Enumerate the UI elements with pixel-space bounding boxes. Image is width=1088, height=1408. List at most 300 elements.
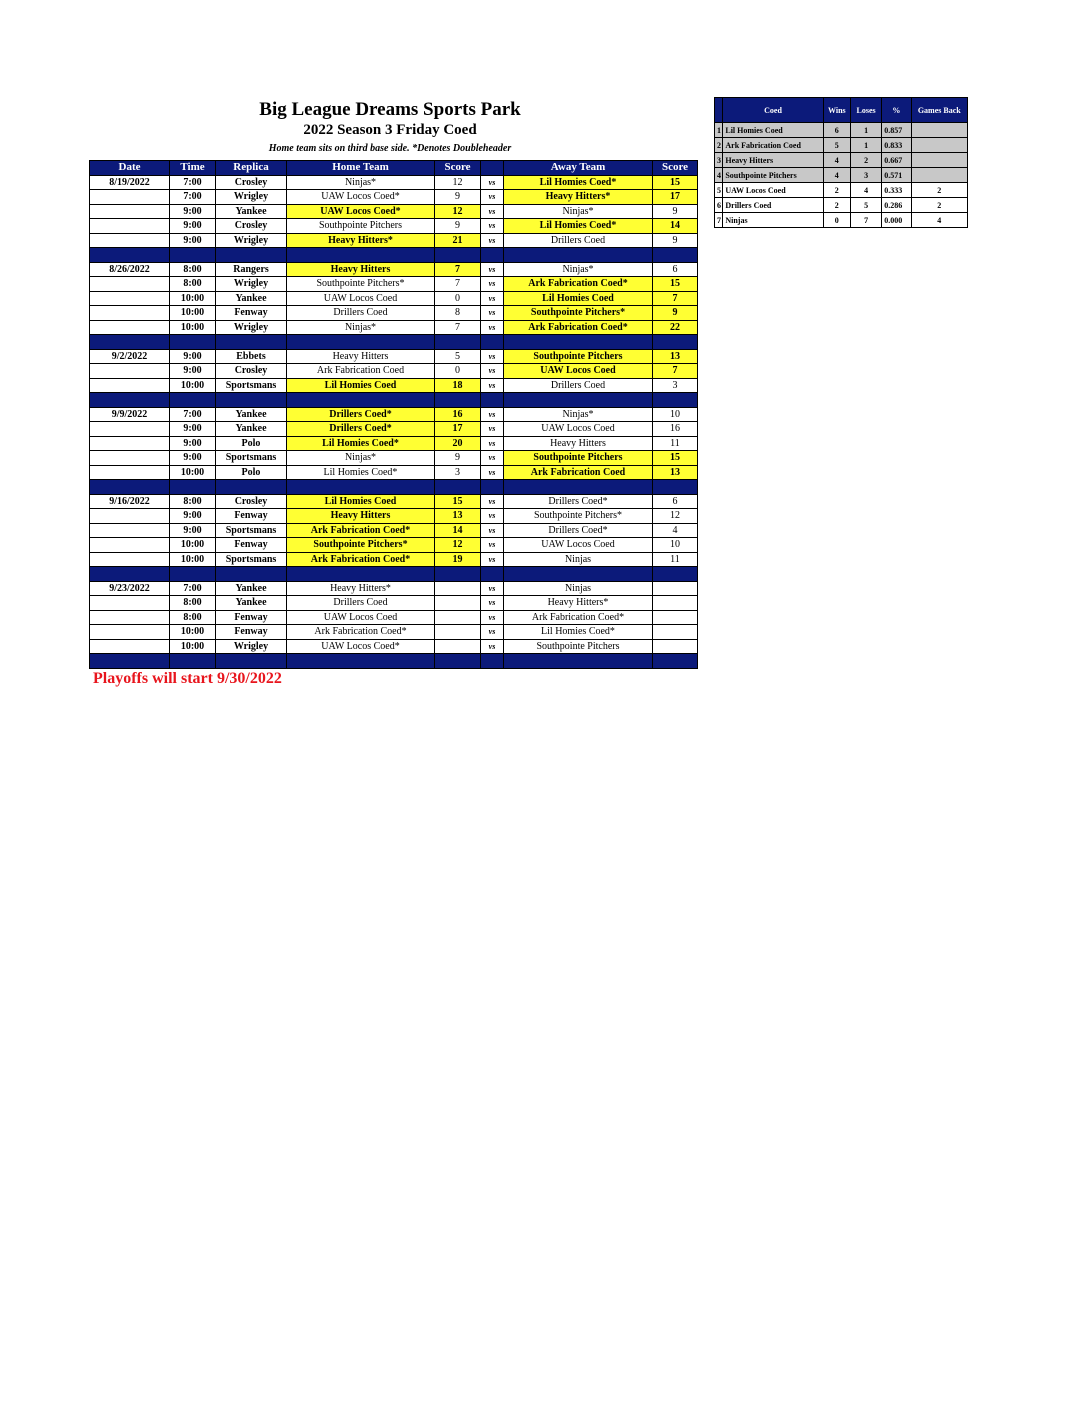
home-team: Ninjas* bbox=[287, 175, 435, 190]
home-team: Southpointe Pitchers* bbox=[287, 277, 435, 292]
page-title: Big League Dreams Sports Park bbox=[259, 99, 521, 120]
home-team: UAW Locos Coed* bbox=[287, 204, 435, 219]
standings-header-team: Coed bbox=[723, 98, 823, 123]
game-time: 8:00 bbox=[170, 596, 216, 611]
separator-cell bbox=[481, 567, 504, 582]
home-team: Lil Homies Coed bbox=[287, 494, 435, 509]
game-field: Wrigley bbox=[216, 190, 287, 205]
home-team: UAW Locos Coed bbox=[287, 610, 435, 625]
away-score: 6 bbox=[653, 262, 698, 277]
separator-cell bbox=[435, 567, 481, 582]
week-separator bbox=[90, 393, 698, 408]
away-team: Ark Fabrication Coed bbox=[504, 465, 653, 480]
separator-cell bbox=[653, 567, 698, 582]
table-row bbox=[90, 175, 698, 190]
home-team: Ark Fabrication Coed bbox=[287, 364, 435, 379]
game-time: 10:00 bbox=[170, 465, 216, 480]
game-time: 10:00 bbox=[170, 625, 216, 640]
away-team: Ark Fabrication Coed* bbox=[504, 320, 653, 335]
game-time: 10:00 bbox=[170, 552, 216, 567]
game-field: Yankee bbox=[216, 291, 287, 306]
home-score: 8 bbox=[435, 306, 481, 321]
separator-cell bbox=[287, 393, 435, 408]
standings-pct: 0.667 bbox=[882, 153, 911, 168]
away-score: 12 bbox=[653, 509, 698, 524]
game-date bbox=[90, 509, 170, 524]
standings-row bbox=[715, 168, 968, 183]
standings-row bbox=[715, 198, 968, 213]
standings-loses: 4 bbox=[850, 183, 881, 198]
game-time: 9:00 bbox=[170, 523, 216, 538]
separator-cell bbox=[170, 480, 216, 495]
table-row bbox=[90, 378, 698, 393]
game-field: Sportsmans bbox=[216, 552, 287, 567]
vs-label: vs bbox=[481, 581, 504, 596]
home-team: Ark Fabrication Coed* bbox=[287, 523, 435, 538]
vs-label: vs bbox=[481, 422, 504, 437]
table-row bbox=[90, 277, 698, 292]
table-row bbox=[90, 610, 698, 625]
vs-label: vs bbox=[481, 291, 504, 306]
game-date bbox=[90, 552, 170, 567]
vs-label: vs bbox=[481, 552, 504, 567]
away-score: 10 bbox=[653, 407, 698, 422]
away-team: UAW Locos Coed bbox=[504, 538, 653, 553]
game-date bbox=[90, 378, 170, 393]
separator-cell bbox=[435, 480, 481, 495]
separator-cell bbox=[435, 393, 481, 408]
standings-pct: 0.571 bbox=[882, 168, 911, 183]
home-team: Ark Fabrication Coed* bbox=[287, 625, 435, 640]
home-team: Heavy Hitters bbox=[287, 262, 435, 277]
separator-cell bbox=[504, 393, 653, 408]
home-score: 0 bbox=[435, 364, 481, 379]
game-time: 7:00 bbox=[170, 175, 216, 190]
game-field: Crosley bbox=[216, 219, 287, 234]
away-score: 9 bbox=[653, 204, 698, 219]
standings-wins: 2 bbox=[823, 183, 850, 198]
game-time: 8:00 bbox=[170, 262, 216, 277]
table-row bbox=[90, 625, 698, 640]
vs-label: vs bbox=[481, 625, 504, 640]
separator-cell bbox=[170, 248, 216, 263]
game-date bbox=[90, 233, 170, 248]
separator-cell bbox=[481, 654, 504, 669]
standings-wins: 4 bbox=[823, 168, 850, 183]
table-row bbox=[90, 219, 698, 234]
separator-cell bbox=[481, 393, 504, 408]
game-field: Yankee bbox=[216, 407, 287, 422]
home-score: 7 bbox=[435, 277, 481, 292]
away-score: 6 bbox=[653, 494, 698, 509]
away-score: 15 bbox=[653, 451, 698, 466]
vs-label: vs bbox=[481, 219, 504, 234]
game-time: 9:00 bbox=[170, 451, 216, 466]
home-score: 19 bbox=[435, 552, 481, 567]
table-row bbox=[90, 465, 698, 480]
schedule-header-row bbox=[90, 161, 698, 176]
standings-loses: 1 bbox=[850, 123, 881, 138]
col-header-time: Time bbox=[170, 161, 216, 176]
standings-wins: 5 bbox=[823, 138, 850, 153]
standings-team: Southpointe Pitchers bbox=[723, 168, 823, 183]
schedule-body bbox=[90, 175, 698, 668]
game-date: 9/2/2022 bbox=[90, 349, 170, 364]
game-field: Fenway bbox=[216, 610, 287, 625]
schedule-note: Home team sits on third base side. *Denotes Doubleheader bbox=[268, 143, 512, 154]
game-time: 10:00 bbox=[170, 291, 216, 306]
game-date bbox=[90, 523, 170, 538]
away-score: 11 bbox=[653, 552, 698, 567]
home-team: Drillers Coed* bbox=[287, 407, 435, 422]
col-header-vs bbox=[481, 161, 504, 176]
game-field: Polo bbox=[216, 436, 287, 451]
table-row bbox=[90, 538, 698, 553]
game-time: 10:00 bbox=[170, 306, 216, 321]
home-score: 18 bbox=[435, 378, 481, 393]
col-header-away-team: Away Team bbox=[504, 161, 653, 176]
game-field: Yankee bbox=[216, 596, 287, 611]
separator-cell bbox=[504, 335, 653, 350]
standings-games-back bbox=[911, 123, 967, 138]
vs-label: vs bbox=[481, 320, 504, 335]
away-score bbox=[653, 596, 698, 611]
home-score: 5 bbox=[435, 349, 481, 364]
page-subtitle: 2022 Season 3 Friday Coed bbox=[303, 122, 477, 138]
separator-cell bbox=[481, 480, 504, 495]
home-score: 21 bbox=[435, 233, 481, 248]
standings-team: UAW Locos Coed bbox=[723, 183, 823, 198]
week-separator bbox=[90, 567, 698, 582]
away-team: Drillers Coed* bbox=[504, 494, 653, 509]
home-score: 3 bbox=[435, 465, 481, 480]
game-date bbox=[90, 320, 170, 335]
standings-team: Lil Homies Coed bbox=[723, 123, 823, 138]
standings-rank: 1 bbox=[715, 123, 723, 138]
game-field: Fenway bbox=[216, 306, 287, 321]
vs-label: vs bbox=[481, 436, 504, 451]
away-score: 9 bbox=[653, 233, 698, 248]
standings-wins: 0 bbox=[823, 213, 850, 228]
game-time: 7:00 bbox=[170, 581, 216, 596]
col-header-date: Date bbox=[90, 161, 170, 176]
table-row bbox=[90, 422, 698, 437]
home-team: Ninjas* bbox=[287, 451, 435, 466]
away-score: 7 bbox=[653, 291, 698, 306]
standings-loses: 2 bbox=[850, 153, 881, 168]
away-score: 17 bbox=[653, 190, 698, 205]
away-team: Southpointe Pitchers bbox=[504, 639, 653, 654]
away-score: 9 bbox=[653, 306, 698, 321]
game-time: 10:00 bbox=[170, 320, 216, 335]
game-date bbox=[90, 639, 170, 654]
separator-cell bbox=[90, 248, 170, 263]
week-separator bbox=[90, 335, 698, 350]
game-date bbox=[90, 436, 170, 451]
game-time: 9:00 bbox=[170, 219, 216, 234]
standings-row bbox=[715, 213, 968, 228]
game-time: 9:00 bbox=[170, 422, 216, 437]
game-time: 9:00 bbox=[170, 364, 216, 379]
away-score: 14 bbox=[653, 219, 698, 234]
home-score: 14 bbox=[435, 523, 481, 538]
game-field: Yankee bbox=[216, 422, 287, 437]
home-team: UAW Locos Coed bbox=[287, 291, 435, 306]
away-team: Heavy Hitters* bbox=[504, 190, 653, 205]
away-team: Lil Homies Coed* bbox=[504, 625, 653, 640]
away-score: 15 bbox=[653, 277, 698, 292]
separator-cell bbox=[435, 248, 481, 263]
home-score: 15 bbox=[435, 494, 481, 509]
home-team: Southpointe Pitchers bbox=[287, 219, 435, 234]
standings-header-games-back: Games Back bbox=[911, 98, 967, 123]
standings-body bbox=[715, 123, 968, 228]
away-team: Drillers Coed bbox=[504, 378, 653, 393]
vs-label: vs bbox=[481, 364, 504, 379]
vs-label: vs bbox=[481, 190, 504, 205]
game-time: 7:00 bbox=[170, 407, 216, 422]
table-row bbox=[90, 349, 698, 364]
away-team: Ninjas bbox=[504, 581, 653, 596]
col-header-away-score: Score bbox=[653, 161, 698, 176]
game-time: 8:00 bbox=[170, 494, 216, 509]
standings-loses: 7 bbox=[850, 213, 881, 228]
vs-label: vs bbox=[481, 407, 504, 422]
game-field: Crosley bbox=[216, 494, 287, 509]
game-time: 10:00 bbox=[170, 378, 216, 393]
separator-cell bbox=[653, 248, 698, 263]
home-score: 9 bbox=[435, 451, 481, 466]
separator-cell bbox=[170, 393, 216, 408]
home-score bbox=[435, 610, 481, 625]
game-field: Rangers bbox=[216, 262, 287, 277]
week-separator bbox=[90, 480, 698, 495]
standings-table bbox=[714, 97, 968, 228]
home-score: 17 bbox=[435, 422, 481, 437]
schedule-table bbox=[89, 160, 698, 669]
separator-cell bbox=[653, 393, 698, 408]
separator-cell bbox=[90, 567, 170, 582]
week-separator bbox=[90, 248, 698, 263]
standings-wins: 6 bbox=[823, 123, 850, 138]
table-row bbox=[90, 364, 698, 379]
standings-row bbox=[715, 153, 968, 168]
separator-cell bbox=[653, 335, 698, 350]
away-team: Drillers Coed bbox=[504, 233, 653, 248]
home-score: 16 bbox=[435, 407, 481, 422]
home-team: Drillers Coed bbox=[287, 596, 435, 611]
separator-cell bbox=[287, 567, 435, 582]
game-date bbox=[90, 422, 170, 437]
table-row bbox=[90, 291, 698, 306]
standings-header-wins: Wins bbox=[823, 98, 850, 123]
separator-cell bbox=[287, 248, 435, 263]
vs-label: vs bbox=[481, 596, 504, 611]
away-score: 22 bbox=[653, 320, 698, 335]
home-score: 0 bbox=[435, 291, 481, 306]
vs-label: vs bbox=[481, 538, 504, 553]
home-team: Ninjas* bbox=[287, 320, 435, 335]
away-score: 4 bbox=[653, 523, 698, 538]
away-score bbox=[653, 610, 698, 625]
game-field: Wrigley bbox=[216, 233, 287, 248]
game-time: 9:00 bbox=[170, 436, 216, 451]
standings-team: Ark Fabrication Coed bbox=[723, 138, 823, 153]
game-date: 9/9/2022 bbox=[90, 407, 170, 422]
game-date: 8/26/2022 bbox=[90, 262, 170, 277]
table-row bbox=[90, 262, 698, 277]
separator-cell bbox=[90, 480, 170, 495]
away-team: Ninjas* bbox=[504, 204, 653, 219]
home-team: UAW Locos Coed* bbox=[287, 190, 435, 205]
home-score: 9 bbox=[435, 219, 481, 234]
week-separator bbox=[90, 654, 698, 669]
separator-cell bbox=[90, 335, 170, 350]
standings-row bbox=[715, 183, 968, 198]
standings-pct: 0.286 bbox=[882, 198, 911, 213]
separator-cell bbox=[170, 335, 216, 350]
standings-header-loses: Loses bbox=[850, 98, 881, 123]
table-row bbox=[90, 320, 698, 335]
game-field: Wrigley bbox=[216, 639, 287, 654]
away-score: 3 bbox=[653, 378, 698, 393]
separator-cell bbox=[90, 654, 170, 669]
away-team: Lil Homies Coed bbox=[504, 291, 653, 306]
standings-team: Ninjas bbox=[723, 213, 823, 228]
standings-header-pct: % bbox=[882, 98, 911, 123]
standings-rank: 4 bbox=[715, 168, 723, 183]
table-row bbox=[90, 596, 698, 611]
home-team: Drillers Coed bbox=[287, 306, 435, 321]
standings-team: Heavy Hitters bbox=[723, 153, 823, 168]
standings-games-back bbox=[911, 138, 967, 153]
vs-label: vs bbox=[481, 465, 504, 480]
col-header-home-score: Score bbox=[435, 161, 481, 176]
home-score bbox=[435, 596, 481, 611]
vs-label: vs bbox=[481, 175, 504, 190]
separator-cell bbox=[170, 654, 216, 669]
game-date bbox=[90, 596, 170, 611]
vs-label: vs bbox=[481, 509, 504, 524]
game-time: 10:00 bbox=[170, 639, 216, 654]
home-score: 9 bbox=[435, 190, 481, 205]
home-score: 7 bbox=[435, 262, 481, 277]
home-score: 12 bbox=[435, 175, 481, 190]
game-date bbox=[90, 204, 170, 219]
game-time: 9:00 bbox=[170, 509, 216, 524]
standings-pct: 0.857 bbox=[882, 123, 911, 138]
home-team: Lil Homies Coed* bbox=[287, 436, 435, 451]
standings-rank: 2 bbox=[715, 138, 723, 153]
separator-cell bbox=[504, 654, 653, 669]
standings-loses: 5 bbox=[850, 198, 881, 213]
home-score bbox=[435, 581, 481, 596]
home-team: Heavy Hitters* bbox=[287, 233, 435, 248]
away-score bbox=[653, 639, 698, 654]
home-team: Heavy Hitters* bbox=[287, 581, 435, 596]
table-row bbox=[90, 451, 698, 466]
game-date bbox=[90, 306, 170, 321]
vs-label: vs bbox=[481, 378, 504, 393]
home-team: Drillers Coed* bbox=[287, 422, 435, 437]
away-score: 15 bbox=[653, 175, 698, 190]
away-team: UAW Locos Coed bbox=[504, 422, 653, 437]
standings-header-rank bbox=[715, 98, 723, 123]
game-time: 8:00 bbox=[170, 610, 216, 625]
away-team: UAW Locos Coed bbox=[504, 364, 653, 379]
game-date bbox=[90, 538, 170, 553]
game-date: 9/23/2022 bbox=[90, 581, 170, 596]
standings-wins: 2 bbox=[823, 198, 850, 213]
away-team: Heavy Hitters* bbox=[504, 596, 653, 611]
home-score: 7 bbox=[435, 320, 481, 335]
standings-pct: 0.000 bbox=[882, 213, 911, 228]
separator-cell bbox=[216, 393, 287, 408]
game-field: Fenway bbox=[216, 509, 287, 524]
separator-cell bbox=[504, 248, 653, 263]
table-row bbox=[90, 436, 698, 451]
separator-cell bbox=[504, 480, 653, 495]
standings-pct: 0.333 bbox=[882, 183, 911, 198]
away-team: Southpointe Pitchers* bbox=[504, 306, 653, 321]
away-score: 13 bbox=[653, 465, 698, 480]
table-row bbox=[90, 306, 698, 321]
home-team: Heavy Hitters bbox=[287, 349, 435, 364]
game-date: 9/16/2022 bbox=[90, 494, 170, 509]
table-row bbox=[90, 509, 698, 524]
separator-cell bbox=[287, 654, 435, 669]
game-field: Yankee bbox=[216, 581, 287, 596]
home-team: Heavy Hitters bbox=[287, 509, 435, 524]
game-date bbox=[90, 625, 170, 640]
away-score: 13 bbox=[653, 349, 698, 364]
game-date bbox=[90, 364, 170, 379]
separator-cell bbox=[287, 480, 435, 495]
vs-label: vs bbox=[481, 204, 504, 219]
away-team: Ninjas bbox=[504, 552, 653, 567]
separator-cell bbox=[435, 335, 481, 350]
table-row bbox=[90, 204, 698, 219]
standings-row bbox=[715, 138, 968, 153]
game-field: Yankee bbox=[216, 204, 287, 219]
standings-pct: 0.833 bbox=[882, 138, 911, 153]
away-team: Ninjas* bbox=[504, 262, 653, 277]
standings-games-back: 4 bbox=[911, 213, 967, 228]
game-field: Crosley bbox=[216, 364, 287, 379]
vs-label: vs bbox=[481, 523, 504, 538]
separator-cell bbox=[90, 393, 170, 408]
table-row bbox=[90, 407, 698, 422]
separator-cell bbox=[216, 248, 287, 263]
away-score: 11 bbox=[653, 436, 698, 451]
separator-cell bbox=[504, 567, 653, 582]
vs-label: vs bbox=[481, 610, 504, 625]
game-time: 10:00 bbox=[170, 538, 216, 553]
away-team: Southpointe Pitchers* bbox=[504, 509, 653, 524]
standings-games-back: 2 bbox=[911, 198, 967, 213]
home-score: 20 bbox=[435, 436, 481, 451]
home-team: Lil Homies Coed* bbox=[287, 465, 435, 480]
away-score: 16 bbox=[653, 422, 698, 437]
vs-label: vs bbox=[481, 277, 504, 292]
col-header-replica: Replica bbox=[216, 161, 287, 176]
home-score: 13 bbox=[435, 509, 481, 524]
game-date bbox=[90, 219, 170, 234]
separator-cell bbox=[653, 654, 698, 669]
game-date bbox=[90, 451, 170, 466]
away-score: 10 bbox=[653, 538, 698, 553]
standings-rank: 6 bbox=[715, 198, 723, 213]
